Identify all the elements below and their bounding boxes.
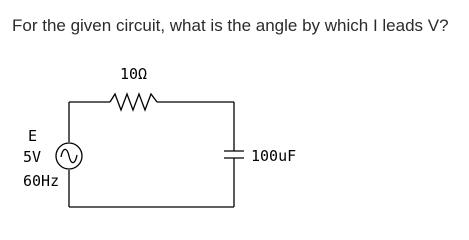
- capacitor-symbol: [224, 151, 244, 158]
- source-label-voltage: 5V: [23, 148, 42, 166]
- circuit-wires: [69, 102, 234, 207]
- source-label-e: E: [28, 127, 38, 145]
- resistor-symbol: [110, 94, 157, 110]
- resistor-label: 10Ω: [120, 65, 148, 83]
- question-text: For the given circuit, what is the angle by which I leads V?: [12, 16, 449, 35]
- ac-source-symbol: [56, 143, 82, 169]
- source-label-frequency: 60Hz: [23, 172, 60, 190]
- capacitor-label: 100uF: [251, 147, 297, 165]
